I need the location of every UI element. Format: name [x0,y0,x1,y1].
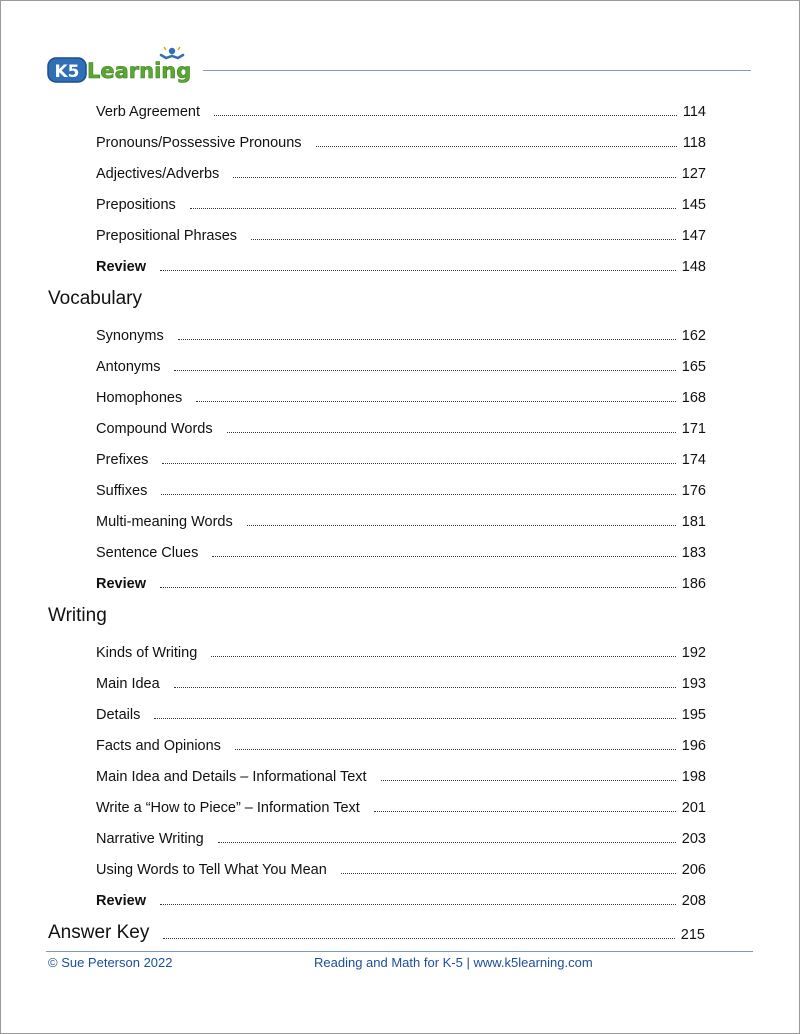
toc-entry-page: 183 [681,545,706,561]
toc-entry [96,417,706,437]
toc-entry-page: 208 [681,893,706,909]
dot-leader [162,463,675,464]
dot-leader [247,525,676,526]
toc-entry-label: Compound Words [96,421,213,437]
toc-entry-label: Review [96,259,146,275]
dot-leader [374,811,676,812]
toc-entry-label: Main Idea and Details – Informational Text [96,769,367,785]
toc-entry-label: Facts and Opinions [96,738,221,754]
logo-badge: K5 [54,62,80,82]
toc-entry [96,131,706,151]
toc-entry-page: 176 [681,483,706,499]
toc-entry-page: 168 [681,390,706,406]
toc-entry [96,672,706,692]
toc-entry [96,162,706,182]
toc-entry-label: Details [96,707,141,723]
dot-leader [211,656,676,657]
toc-entry [96,796,706,816]
dot-leader [178,339,676,340]
dot-leader [381,780,676,781]
footer-copyright: © Sue Peterson 2022 [48,955,173,970]
section-heading-writing: Writing [48,605,107,626]
toc-entry-page: 206 [681,862,706,878]
toc-entry-label: Review [96,893,146,909]
toc-entry-label: Narrative Writing [96,831,204,847]
toc-entry-answer-key [48,920,705,944]
dot-leader [316,146,677,147]
toc-entry-label: Review [96,576,146,592]
toc-entry-page: 203 [681,831,706,847]
toc-entry-page: 192 [681,645,706,661]
toc-entry-page: 118 [682,135,706,151]
dot-leader [218,842,676,843]
toc-entry-page: 162 [681,328,706,344]
toc-entry [96,858,706,878]
toc-entry-label: Kinds of Writing [96,645,198,661]
dot-leader [154,718,675,719]
toc-entry-label: Homophones [96,390,183,406]
toc-entry-page: 186 [681,576,706,592]
dot-leader [163,938,674,939]
dot-leader [235,749,676,750]
toc-entry [96,100,706,120]
section-heading-vocabulary: Vocabulary [48,288,143,309]
toc-entry-label: Prepositional Phrases [96,228,238,244]
dot-leader [160,270,676,271]
toc-entry-label: Suffixes [96,483,148,499]
toc-entry [96,765,706,785]
toc-entry [96,324,706,344]
toc-entry-page: 195 [681,707,706,723]
toc-entry-label: Pronouns/Possessive Pronouns [96,135,302,151]
dot-leader [214,115,677,116]
toc-entry [96,193,706,213]
toc-entry-page: 127 [681,166,706,182]
dot-leader [227,432,676,433]
footer-rule [46,951,753,952]
toc-entry-page: 148 [681,259,706,275]
toc-entry-page: 147 [681,228,706,244]
dot-leader [160,904,676,905]
toc-entry-label: Prepositions [96,197,176,213]
toc-entry-label: Prefixes [96,452,149,468]
footer-site: Reading and Math for K-5 | www.k5learning.com [314,955,593,970]
dot-leader [196,401,676,402]
toc-entry [96,448,706,468]
toc-entry-page: 171 [681,421,706,437]
toc-entry-page: 215 [680,927,705,943]
toc-entry [96,355,706,375]
header-rule [203,70,751,71]
toc-entry-page: 165 [681,359,706,375]
toc-entry-page: 201 [681,800,706,816]
dot-leader [341,873,676,874]
toc-entry-page: 114 [682,104,706,120]
person-icon [161,46,183,58]
toc-entry-label: Sentence Clues [96,545,199,561]
toc-entry-label: Using Words to Tell What You Mean [96,862,327,878]
dot-leader [190,208,676,209]
dot-leader [212,556,675,557]
toc-entry [96,255,706,275]
toc-entry-label: Main Idea [96,676,160,692]
toc-entry-label: Multi-meaning Words [96,514,233,530]
toc-entry [96,734,706,754]
toc-entry-label: Verb Agreement [96,104,200,120]
toc-entry-label: Synonyms [96,328,164,344]
toc-entry-page: 145 [681,197,706,213]
toc-entry-page: 198 [681,769,706,785]
toc-entry-page: 193 [681,676,706,692]
toc-entry [96,889,706,909]
section-heading-answer-key: Answer Key [48,922,150,943]
toc-entry [96,510,706,530]
k5-learning-logo [47,46,195,86]
toc-entry-page: 174 [681,452,706,468]
toc-entry [96,827,706,847]
dot-leader [160,587,676,588]
toc-entry [96,541,706,561]
dot-leader [251,239,676,240]
dot-leader [174,370,675,371]
toc-entry [96,386,706,406]
toc-entry-page: 181 [681,514,706,530]
toc-entry-label: Adjectives/Adverbs [96,166,220,182]
toc-entry [96,572,706,592]
toc-entry-label: Write a “How to Piece” – Information Text [96,800,360,816]
toc-entry [96,703,706,723]
logo-wordmark: Learning [87,59,192,83]
toc-entry [96,641,706,661]
toc-entry-label: Antonyms [96,359,161,375]
toc-entry [96,479,706,499]
dot-leader [233,177,675,178]
dot-leader [174,687,676,688]
toc-entry [96,224,706,244]
dot-leader [161,494,675,495]
toc-entry-page: 196 [681,738,706,754]
